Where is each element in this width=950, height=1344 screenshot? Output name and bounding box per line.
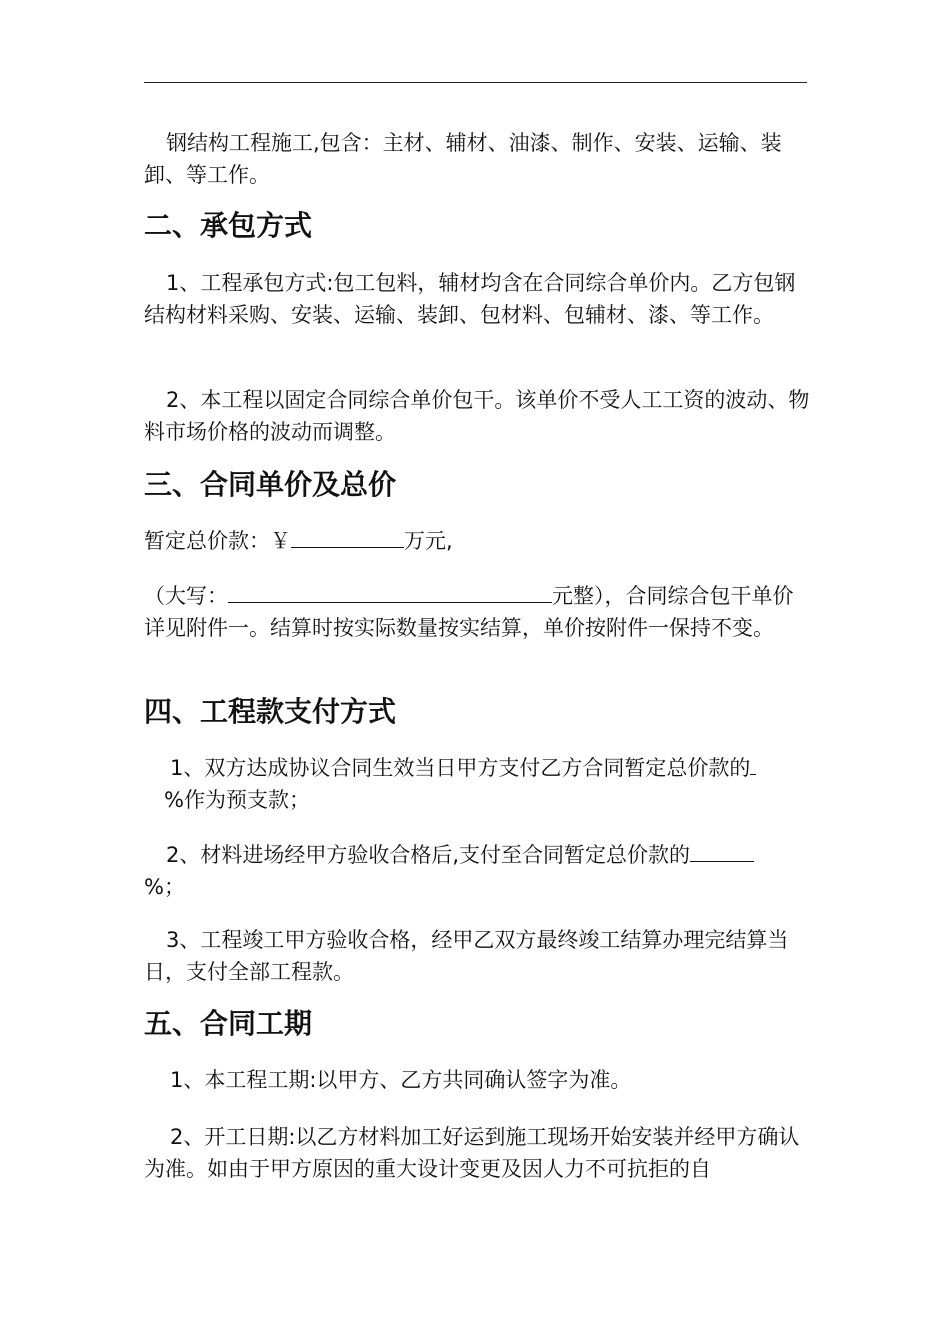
intro-text: 钢结构工程施工,包含：主材、辅材、油漆、制作、安装、运输、装卸、等工作。 bbox=[144, 131, 782, 187]
total-price-unit: 万元, bbox=[404, 529, 453, 553]
section4-item2 bbox=[144, 839, 812, 903]
section3-heading: 三、合同单价及总价 bbox=[144, 468, 397, 501]
advance-percent-blank bbox=[750, 752, 756, 775]
capital-amount-label: （大写： bbox=[144, 584, 228, 608]
section2-item1: 1、工程承包方式:包工包料，辅材均含在合同综合单价内。乙方包钢结构材料采购、安装、运输、装卸、包材料、包辅材、漆、等工作。 bbox=[144, 271, 796, 327]
capital-amount-paragraph bbox=[144, 580, 812, 644]
section4-item1 bbox=[144, 752, 812, 816]
total-price-label: 暂定总价款：￥ bbox=[144, 529, 291, 553]
total-price-blank bbox=[291, 525, 404, 548]
intro-paragraph bbox=[144, 127, 812, 191]
section5-heading: 五、合同工期 bbox=[144, 1007, 313, 1040]
total-price-line bbox=[144, 525, 812, 557]
section4-heading: 四、工程款支付方式 bbox=[144, 695, 397, 728]
header-rule bbox=[144, 82, 807, 83]
section4-item1-suffix: %作为预支款； bbox=[164, 788, 310, 812]
section4-item1-text: 1、双方达成协议合同生效当日甲方支付乙方合同暂定总价款的 bbox=[170, 756, 751, 780]
capital-amount-text: 元整），合同综合包干单价详见附件一。结算时按实际数量按实结算，单价按附件一保持不变。 bbox=[144, 584, 794, 640]
section5-item2: 2、开工日期:以乙方材料加工好运到施工现场开始安装并经甲方确认为准。如由于甲方原因的重大设计变更及因人力不可抗拒的自 bbox=[144, 1125, 800, 1181]
capital-amount-blank bbox=[228, 580, 552, 603]
section2-heading: 二、承包方式 bbox=[144, 209, 313, 242]
section4-item2-text: 2、材料进场经甲方验收合格后,支付至合同暂定总价款的 bbox=[166, 843, 691, 867]
progress-percent-blank bbox=[690, 839, 754, 862]
section5-item1: 1、本工程工期:以甲方、乙方共同确认签字为准。 bbox=[170, 1068, 632, 1092]
section4-item2-suffix: %； bbox=[144, 875, 185, 899]
section2-item2: 2、本工程以固定合同综合单价包干。该单价不受人工工资的波动、物料市场价格的波动而调整。 bbox=[144, 388, 810, 444]
section4-item3: 3、工程竣工甲方验收合格，经甲乙双方最终竣工结算办理完结算当日，支付全部工程款。 bbox=[144, 928, 789, 984]
